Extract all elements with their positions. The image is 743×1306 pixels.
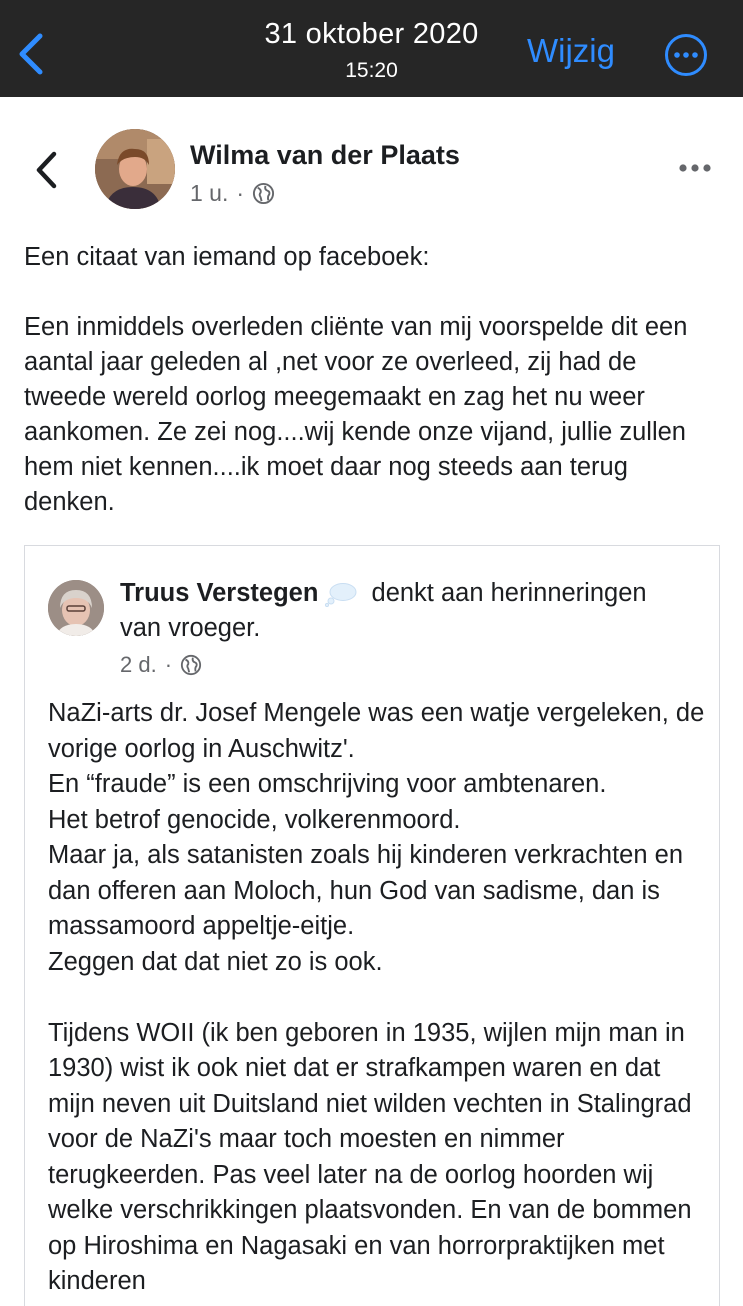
- shared-post-body: [48, 696, 708, 1300]
- shared-post-card[interactable]: [24, 545, 720, 1306]
- globe-icon: [180, 654, 202, 676]
- thought-bubble-icon: [324, 581, 358, 607]
- shared-post-time[interactable]: 2 d.: [120, 652, 157, 677]
- post-body: [24, 240, 724, 520]
- shared-post-heading: [120, 576, 680, 646]
- edit-button[interactable]: Wijzig: [527, 32, 615, 69]
- meta-separator: ·: [164, 652, 173, 677]
- shared-post-meta: [120, 652, 202, 678]
- post-back-chevron-icon[interactable]: [34, 150, 60, 190]
- post-paragraph: Een citaat van iemand op faceboek:: [24, 243, 430, 271]
- shared-paragraph: Tijdens WOII (ik ben geboren in 1935, wijlen mijn man in 1930) wist ik ook niet dat er strafkampen waren en dat mijn neven uit Duitsland niet wilden vechten in Stalingrad voor de NaZi's maar toch moesten en nimmer terugkeerden. Pas veel later na de oorlog hoorden wij welke verschrikkingen plaatsvonden. En van de bommen op Hiroshima en Nagasaki en van horrorpraktijken met kinderen: [48, 1018, 692, 1295]
- meta-separator: ·: [236, 180, 245, 206]
- post-paragraph: Een inmiddels overleden cliënte van mij voorspelde dit een aantal jaar geleden al ,net voor ze overleed, zij had de tweede wereld oorlog meegemaakt en zag het nu weer aankomen. Ze zei nog....wij kende onze vijand, jullie zullen hem niet kennen....ik moet daar nog steeds aan terug denken.: [24, 313, 688, 516]
- photo-time: 15:20: [345, 59, 398, 82]
- photo-viewer-topbar: [0, 0, 743, 97]
- post-more-icon[interactable]: [678, 160, 712, 176]
- post-meta: [190, 180, 275, 207]
- globe-icon: [252, 182, 275, 205]
- more-options-icon[interactable]: [664, 33, 708, 77]
- shared-paragraph: NaZi-arts dr. Josef Mengele was een watje vergeleken, de vorige oorlog in Auschwitz'. En “fraude” is een omschrijving voor ambtenaren. Het betrof genocide, volkerenmoord. Maar ja, als satanisten zoals hij kinderen verkrachten en dan offeren aan Moloch, hun God van sadisme, dan is massamoord appeltje-eitje. Zeggen dat dat niet zo is ook.: [48, 699, 705, 976]
- author-name[interactable]: Wilma van der Plaats: [190, 140, 460, 170]
- author-avatar[interactable]: [95, 129, 175, 209]
- photo-date: 31 oktober 2020: [264, 18, 479, 50]
- post-time[interactable]: 1 u.: [190, 180, 229, 206]
- shared-author-name[interactable]: Truus Verstegen: [120, 579, 319, 607]
- shared-activity: denkt aan herinneringen van vroeger.: [120, 579, 647, 642]
- shared-author-avatar[interactable]: [48, 580, 104, 636]
